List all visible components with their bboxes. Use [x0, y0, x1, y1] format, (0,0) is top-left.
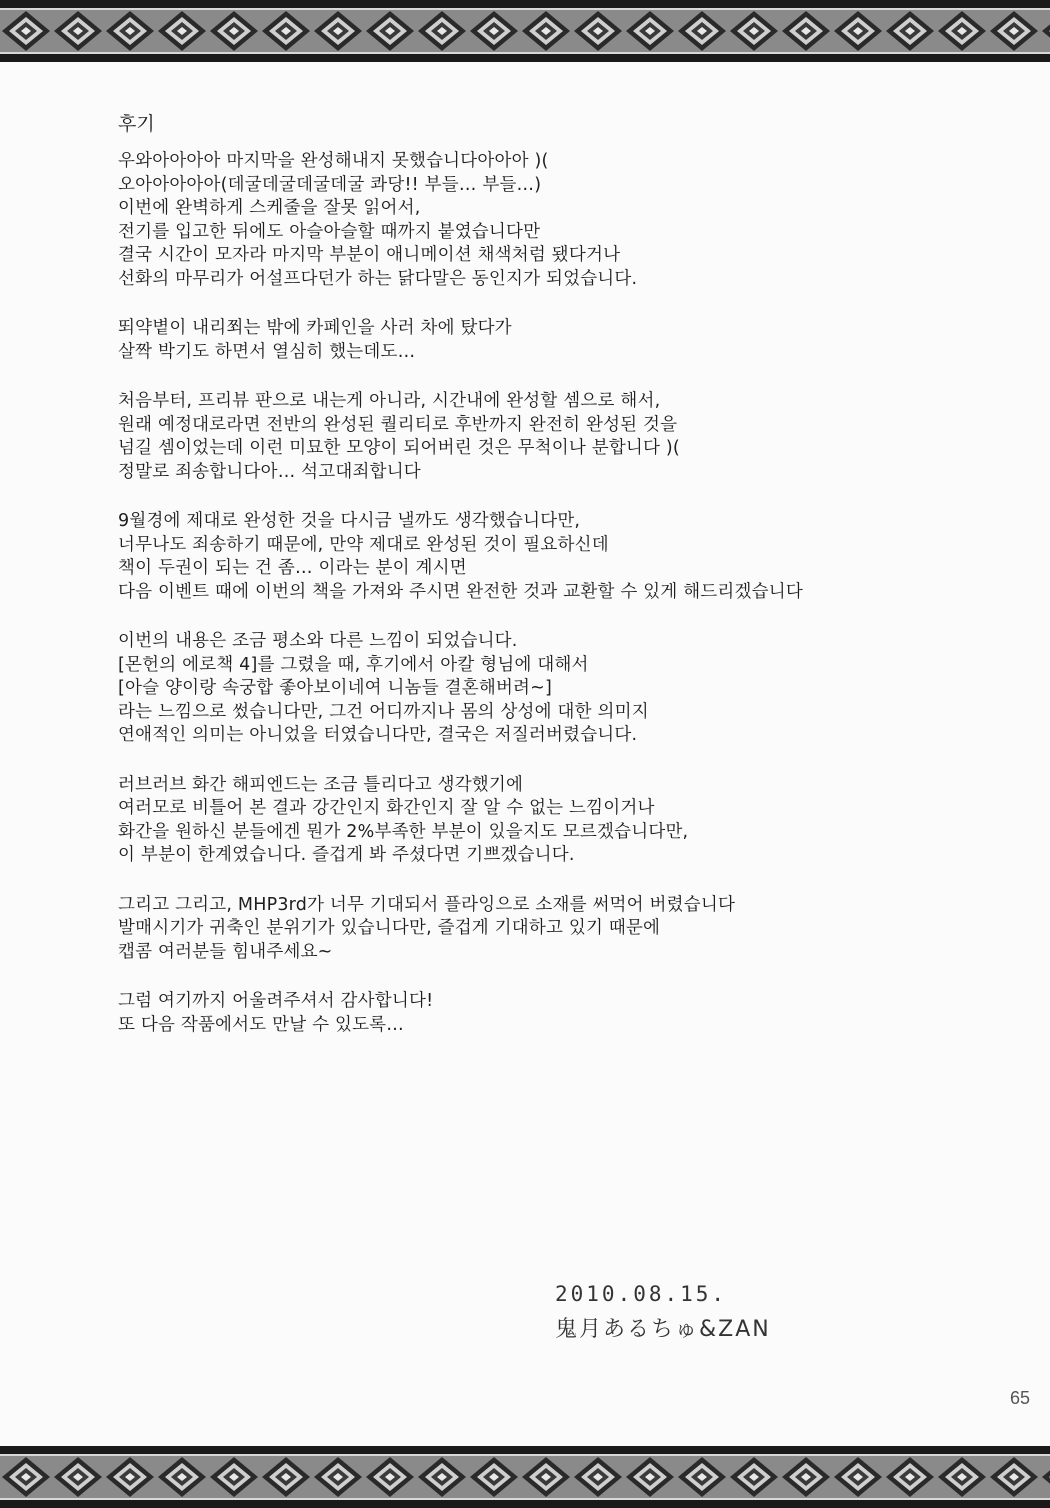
text-line: 우와아아아아 마지막을 완성해내지 못했습니다아아아 )( [118, 151, 549, 171]
diamond-pattern-icon [0, 1446, 1050, 1508]
text-line: 연애적인 의미는 아니었을 터였습니다만, 결국은 저질러버렸습니다. [118, 725, 638, 745]
text-line: 또 다음 작품에서도 만날 수 있도록… [118, 1014, 404, 1035]
text-line: 그럼 여기까지 어울려주셔서 감사합니다! [118, 991, 434, 1011]
text-line: 전기를 입고한 뒤에도 아슬아슬할 때까지 붙였습니다만 [118, 221, 541, 242]
afterword-paragraphs [118, 150, 938, 1037]
bottom-decorative-border [0, 1446, 1050, 1508]
text-line: [몬헌의 에로책 4]를 그렸을 때, 후기에서 아칼 형님에 대해서 [118, 654, 589, 675]
text-line: 라는 느낌으로 썼습니다만, 그건 어디까지나 몸의 상성에 대한 의미지 [118, 701, 649, 722]
paragraph [118, 150, 938, 291]
text-line: 9월경에 제대로 완성한 것을 다시금 낼까도 생각했습니다만, [118, 511, 581, 531]
paragraph [118, 894, 938, 965]
paragraph [118, 510, 938, 604]
text-line: 이번의 내용은 조금 평소와 다른 느낌이 되었습니다. [118, 631, 518, 651]
text-line: 다음 이벤트 때에 이번의 책을 가져와 주시면 완전한 것과 교환할 수 있게 해드리겠습니다 [118, 581, 803, 602]
text-line: 살짝 박기도 하면서 열심히 했는데도… [118, 341, 416, 362]
text-line: 발매시기가 귀축인 분위기가 있습니다만, 즐겁게 기대하고 있기 때문에 [118, 918, 661, 938]
signature-date: 2010.08.15. [555, 1282, 728, 1306]
paragraph [118, 774, 938, 868]
afterword-heading: 후기 [118, 113, 155, 135]
paragraph [118, 317, 938, 364]
text-line: 선화의 마무리가 어설프다던가 하는 닭다말은 동인지가 되었습니다. [118, 268, 638, 289]
paragraph [118, 630, 938, 748]
text-line: 정말로 죄송합니다아… 석고대죄합니다 [118, 461, 421, 482]
text-line: 화간을 원하신 분들에겐 뭔가 2%부족한 부분이 있을지도 모르겠습니다만, [118, 821, 689, 842]
text-line: 오아아아아아(데굴데굴데굴데굴 콰당!! 부들… 부들…) [118, 174, 542, 195]
text-line: 이 부분이 한계였습니다. 즐겁게 봐 주셨다면 기쁘겠습니다. [118, 845, 575, 865]
text-line: 원래 예정대로라면 전반의 완성된 퀄리티로 후반까지 완전히 완성된 것을 [118, 414, 678, 435]
text-line: 넘길 셈이었는데 이런 미묘한 모양이 되어버린 것은 무척이나 분합니다 )( [118, 438, 680, 458]
page-number: 65 [1010, 1388, 1031, 1408]
text-line: 책이 두권이 되는 건 좀… 이라는 분이 계시면 [118, 558, 467, 578]
paragraph [118, 390, 938, 484]
text-line: 러브러브 화간 해피엔드는 조금 틀리다고 생각했기에 [118, 774, 524, 795]
text-line: 결국 시간이 모자라 마지막 부분이 애니메이션 채색처럼 됐다거나 [118, 245, 621, 265]
text-line: [아슬 양이랑 속궁합 좋아보이네여 니놈들 결혼해버려~] [118, 678, 553, 698]
diamond-pattern-icon [0, 0, 1050, 62]
text-line: 뙤약볕이 내리쬐는 밖에 카페인을 사러 차에 탔다가 [118, 318, 512, 338]
afterword-text [118, 112, 938, 1063]
text-line: 처음부터, 프리뷰 판으로 내는게 아니라, 시간내에 완성할 셈으로 해서, [118, 391, 661, 411]
text-line: 캡콤 여러분들 힘내주세요~ [118, 941, 333, 962]
paragraph [118, 990, 938, 1037]
text-line: 그리고 그리고, MHP3rd가 너무 기대되서 플라잉으로 소재를 써먹어 버렸습니다 [118, 894, 736, 915]
text-line: 너무나도 죄송하기 때문에, 만약 제대로 완성된 것이 필요하신데 [118, 534, 609, 555]
text-line: 이번에 완벽하게 스케줄을 잘못 읽어서, [118, 198, 421, 218]
text-line: 여러모로 비틀어 본 결과 강간인지 화간인지 잘 알 수 없는 느낌이거나 [118, 798, 655, 818]
top-decorative-border [0, 0, 1050, 62]
signature-authors: 鬼月あるちゅ&ZAN [555, 1317, 771, 1342]
